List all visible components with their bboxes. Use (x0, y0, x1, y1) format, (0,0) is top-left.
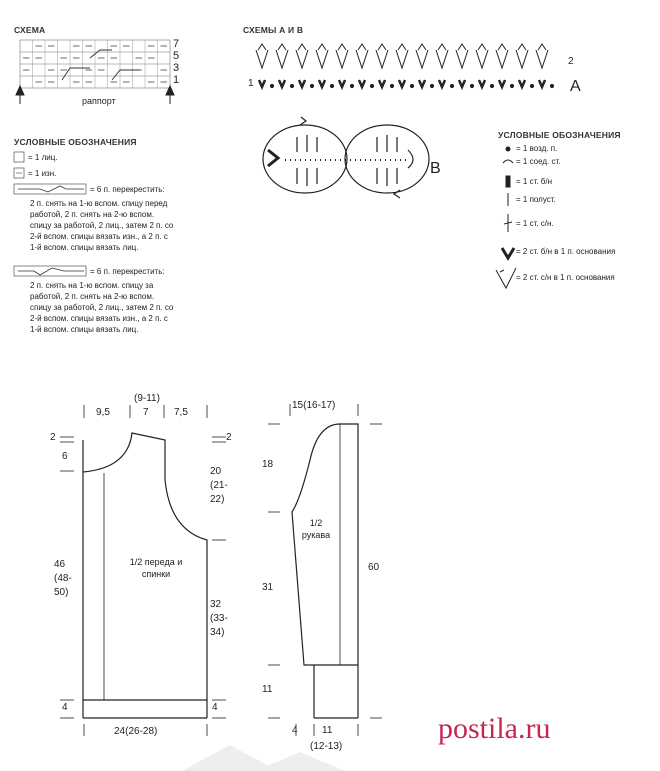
side-right-line: 32 (210, 599, 222, 610)
cross1-line: спицу за работой, 2 лиц., затем 2 п. со (30, 221, 174, 230)
legend-2dc: = 2 ст. с/н в 1 п. основания (516, 273, 615, 282)
sleeve-piece-label (292, 517, 340, 541)
sleeve-bottom: 11 (322, 725, 333, 736)
body-top-total: (9-11) (134, 393, 160, 404)
legend-right-title: УСЛОВНЫЕ ОБОЗНАЧЕНИЯ (498, 130, 621, 140)
legend-dc: = 1 ст. с/н. (516, 219, 554, 228)
sleeve-mid: 31 (262, 582, 274, 593)
body-top-left: 9,5 (96, 407, 110, 418)
sleeve-piece-line: рукава (301, 530, 331, 540)
body-piece-label (108, 556, 204, 580)
cross1-line: 2-й вспом. спицы вязать изн., а 2 п. с (30, 232, 168, 241)
body-hem-left: 4 (62, 702, 68, 713)
armhole-line: 20 (210, 466, 222, 477)
cross2-line: спицу за работой, 2 лиц., затем 2 п. со (30, 303, 174, 312)
armhole-line: 22) (210, 494, 225, 505)
legend-2sc: = 2 ст. б/н в 1 п. основания (516, 247, 616, 256)
legend-chain: = 1 возд. п. (516, 144, 558, 153)
scheme-a-label: А (570, 78, 581, 95)
side-right-line: (33- (210, 613, 228, 624)
row-number-1: 1 (173, 74, 180, 86)
scheme-a-row2: 2 (568, 56, 574, 67)
body-left-6: 6 (62, 451, 68, 462)
sleeve-cuff: 11 (262, 684, 273, 695)
body-top-mid: 7 (143, 407, 149, 418)
body-right-2: 2 (226, 432, 232, 443)
cross2-line: 2-й вспом. спицы вязать изн., а 2 п. с (30, 314, 168, 323)
legend-knit: = 1 лиц. (28, 153, 58, 162)
body-left-2: 2 (50, 432, 56, 443)
legend-hdc: = 1 полуст. (516, 195, 556, 204)
body-piece-line: спинки (141, 569, 171, 579)
body-piece-line: 1/2 переда и (129, 557, 183, 567)
scheme-b-label: В (430, 160, 441, 177)
sleeve-total: 60 (368, 562, 380, 573)
cross2-line: 2 п. снять на 1-ю вспом. спицу за (30, 281, 154, 290)
sleeve-outline (292, 424, 358, 718)
body-side-right (210, 598, 228, 640)
cross1-line: 1-й вспом. спицы вязать лиц. (30, 243, 139, 252)
cross2-line: работой, 2 п. снять на 2-ю вспом. (30, 292, 155, 301)
cross2-line: 1-й вспом. спицы вязать лиц. (30, 325, 139, 334)
body-top-right: 7,5 (174, 407, 188, 418)
sleeve-cap: 18 (262, 459, 274, 470)
cross1-line: 2 п. снять на 1-ю вспом. спицу перед (30, 199, 168, 208)
sleeve-bottom-sizes: (12-13) (310, 741, 343, 752)
side-left-line: 46 (54, 559, 66, 570)
sleeve-bottom-left: 4 (292, 725, 298, 736)
repeat-label: раппорт (82, 96, 116, 106)
legend-slip: = 1 соед. ст. (516, 157, 561, 166)
sleeve-top: 15(16-17) (292, 400, 336, 411)
legend-left-title: УСЛОВНЫЕ ОБОЗНАЧЕНИЯ (14, 137, 137, 147)
body-hem-right: 4 (212, 702, 218, 713)
sleeve-piece-line: 1/2 (309, 518, 323, 528)
scheme-title: СХЕМА (14, 25, 46, 35)
legend-cross2-head: = 6 п. перекрестить: (90, 267, 165, 276)
body-armhole (210, 465, 228, 507)
legend-cross2-body (30, 280, 173, 335)
side-left-line: (48- (54, 573, 72, 584)
schemes-ab-title: СХЕМЫ А И В (243, 25, 304, 35)
side-right-line: 34) (210, 627, 225, 638)
row-number-5: 5 (173, 50, 180, 62)
legend-cross1-body (30, 198, 173, 253)
body-side-left (54, 558, 72, 600)
armhole-line: (21- (210, 480, 228, 491)
row-number-7: 7 (173, 38, 180, 50)
scheme-a-row1: 1 (248, 78, 254, 89)
legend-sc: = 1 ст. б/н (516, 177, 553, 186)
body-bottom: 24(26-28) (114, 726, 158, 737)
legend-cross1-head: = 6 п. перекрестить: (90, 185, 165, 194)
legend-purl: = 1 изн. (28, 169, 57, 178)
row-number-3: 3 (173, 62, 180, 74)
watermark-logo: postila.ru (438, 712, 551, 745)
cross1-line: работой, 2 п. снять на 2-ю вспом. (30, 210, 155, 219)
side-left-line: 50) (54, 587, 69, 598)
